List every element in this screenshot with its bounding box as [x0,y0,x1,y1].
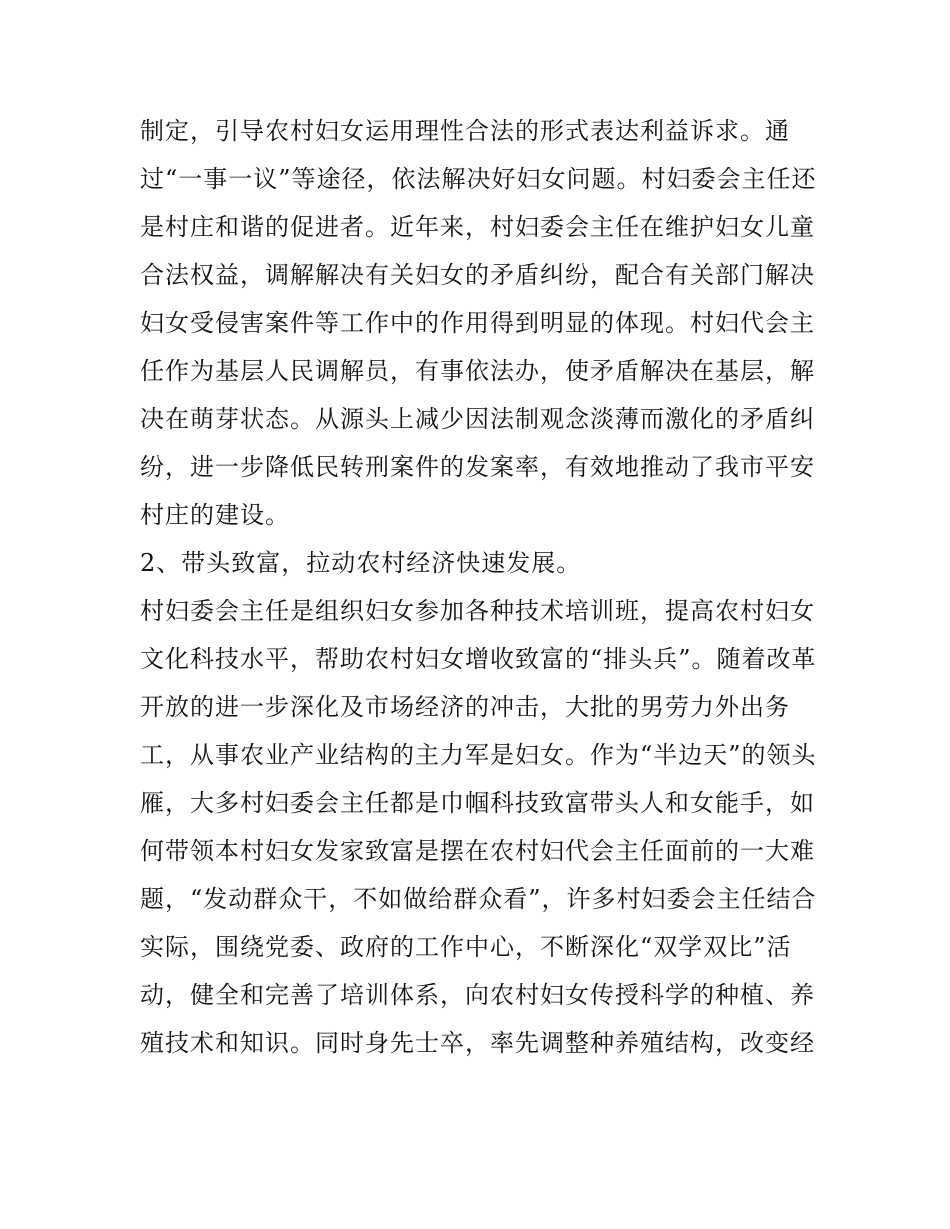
text-line: 决在萌芽状态。从源头上减少因法制观念淡薄而激化的矛盾纠 [140,405,815,433]
document-body [140,107,820,1067]
text-line: 合法权益，调解解决有关妇女的矛盾纠纷，配合有关部门解决 [140,261,815,289]
text-line: 村庄的建设。 [140,501,290,529]
text-line: 工，从事农业产业结构的主力军是妇女。作为“半边天”的领头 [140,741,817,769]
text-line: 何带领本村妇女发家致富是摆在农村妇代会主任面前的一大难 [140,837,815,865]
text-line: 文化科技水平，帮助农村妇女增收致富的“排头兵”。随着改革 [140,645,817,673]
text-line: 制定，引导农村妇女运用理性合法的形式表达利益诉求。通 [140,117,790,145]
text-line: 雁，大多村妇委会主任都是巾帼科技致富带头人和女能手，如 [140,789,815,817]
section-heading: 2、带头致富，拉动农村经济快速发展。 [140,549,582,577]
text-line: 村妇委会主任是组织妇女参加各种技术培训班，提高农村妇女 [140,597,815,625]
text-line: 开放的进一步深化及市场经济的冲击，大批的男劳力外出务 [140,693,790,721]
text-line: 殖技术和知识。同时身先士卒，率先调整种养殖结构，改变经 [140,1029,815,1057]
text-line: 纷，进一步降低民转刑案件的发案率，有效地推动了我市平安 [140,453,815,481]
text-line: 实际，围绕党委、政府的工作中心，不断深化“双学双比”活 [140,933,792,961]
text-line: 任作为基层人民调解员，有事依法办，使矛盾解决在基层，解 [140,357,815,385]
text-line: 动，健全和完善了培训体系，向农村妇女传授科学的种植、养 [140,981,815,1009]
text-line: 妇女受侵害案件等工作中的作用得到明显的体现。村妇代会主 [140,309,815,337]
text-line: 是村庄和谐的促进者。近年来，村妇委会主任在维护妇女儿童 [140,213,815,241]
text-line: 题，“发动群众干，不如做给群众看”，许多村妇委会主任结合 [140,885,817,913]
text-line: 过“一事一议”等途径，依法解决好妇女问题。村妇委会主任还 [140,165,817,193]
